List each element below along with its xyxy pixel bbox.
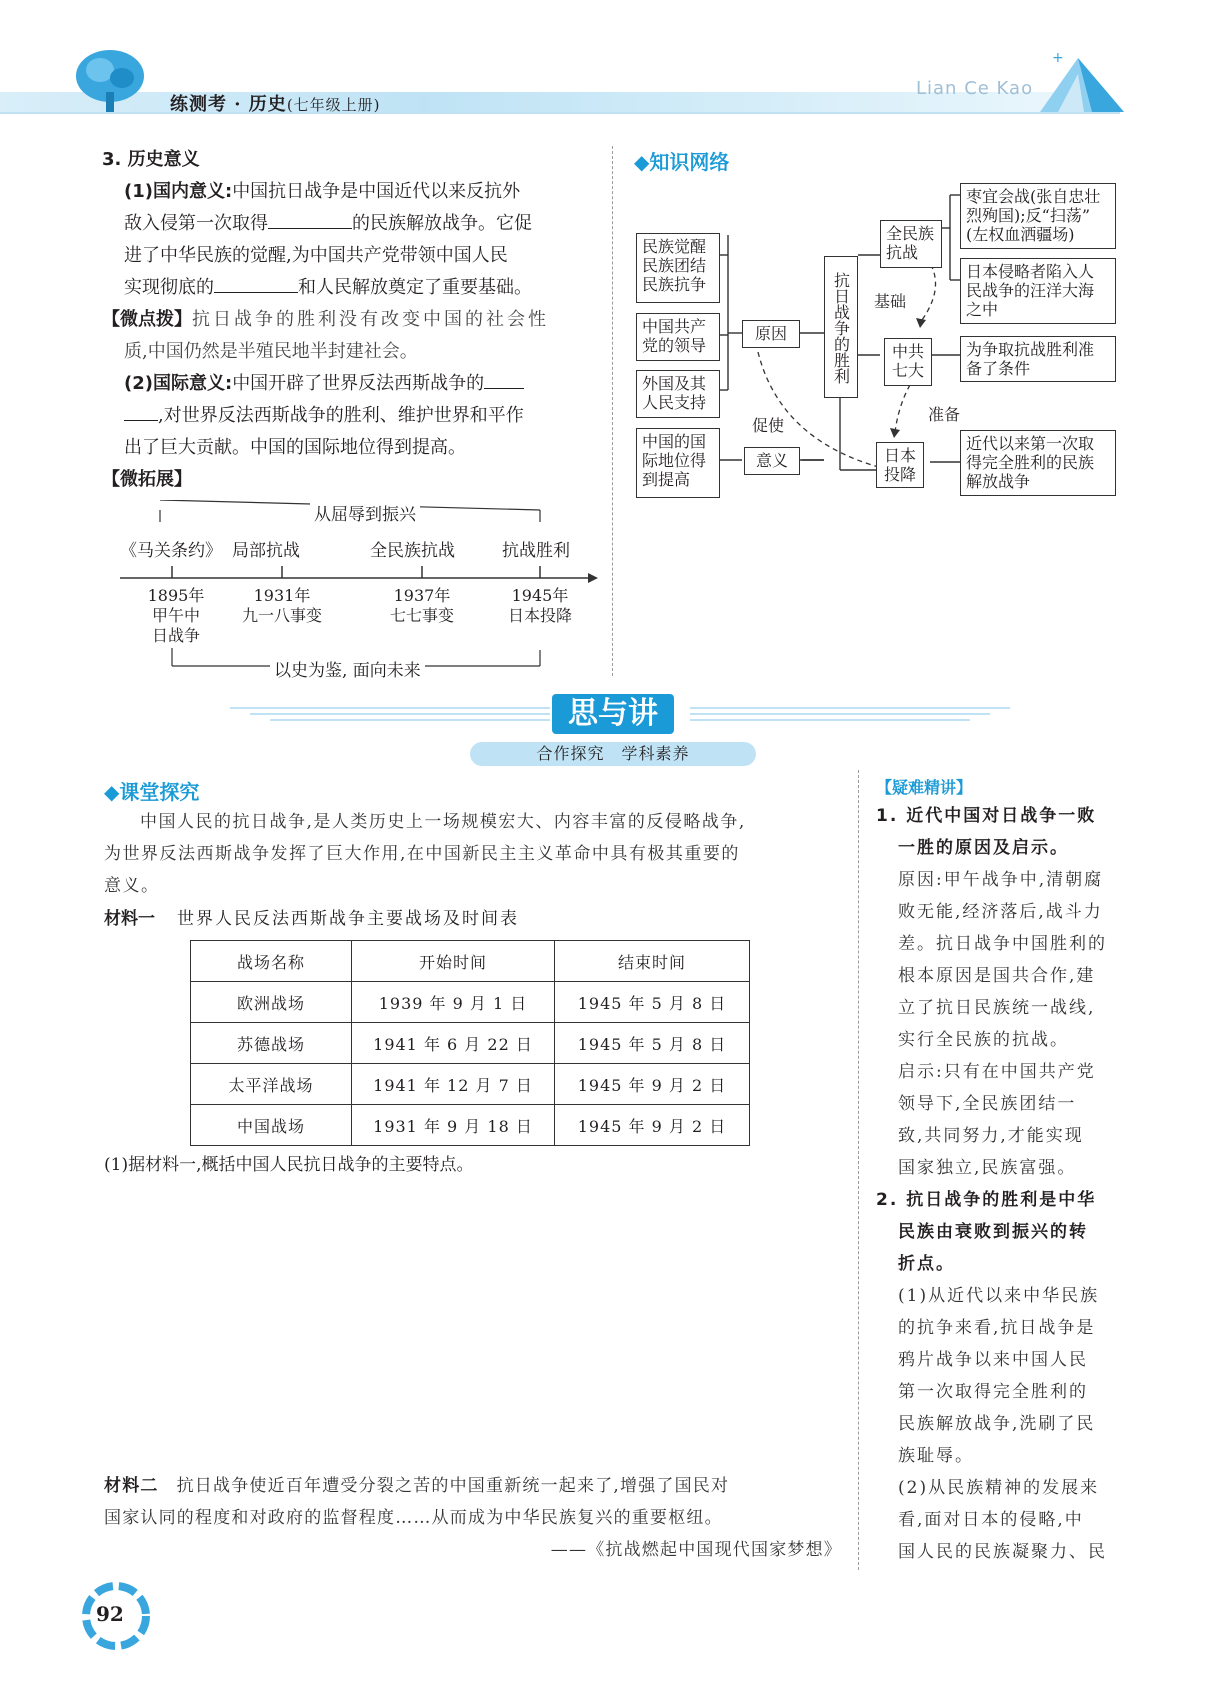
sidebar-line: 国人民的民族凝聚力、民 <box>898 1542 1107 1562</box>
timeline-event: 1931年 九一八事变 <box>241 586 322 625</box>
page-number: 92 <box>96 1602 124 1626</box>
sidebar-line: 第一次取得完全胜利的 <box>898 1382 1088 1402</box>
ccp7-box: 中共 七大 <box>884 338 932 386</box>
question-1: (1)据材料一,概括中国人民抗日战争的主要特点。 <box>104 1155 474 1175</box>
cause-box-foreign: 外国及其 人民支持 <box>636 370 720 418</box>
explore-heading: ◆课堂探究 <box>104 780 200 804</box>
sidebar-line: (1)从近代以来中华民族 <box>898 1286 1100 1306</box>
sidebar-line: 原因:甲午战争中,清朝腐 <box>898 870 1104 890</box>
phase-label: 局部抗战 <box>232 541 300 561</box>
sidebar-heading: 【疑难精讲】 <box>876 778 973 797</box>
sidebar-line: 根本原因是国共合作,建 <box>898 966 1096 986</box>
cushi-label: 促使 <box>752 416 785 435</box>
banner-title: 思与讲 <box>552 694 674 734</box>
sidebar-line: 族耻辱。 <box>898 1446 974 1466</box>
jichu-label: 基础 <box>874 292 907 311</box>
tip-note: 【微点拨】抗日战争的胜利没有改变中国的社会性 <box>102 309 549 330</box>
sidebar-line: 立了抗日民族统一战线, <box>898 998 1096 1018</box>
reason-box: 原因 <box>742 320 800 348</box>
cause-box-ccp: 中国共产 党的领导 <box>636 313 720 361</box>
table-header-row: 战场名称 开始时间 结束时间 <box>191 941 750 982</box>
sidebar-line: 致,共同努力,才能实现 <box>898 1126 1084 1146</box>
sidebar-item-1-body <box>876 864 1126 1184</box>
material-two: 材料二 抗日战争使近百年遭受分裂之苦的中国重新统一起来了,增强了国民对 国家认同的程度和对政府的监督程度……从而成为中华民族复兴的重要枢纽。 ——《抗战燃起中国现代国家梦想》 <box>104 1476 842 1560</box>
table-row: 欧洲战场 1939 年 9 月 1 日 1945 年 5 月 8 日 <box>191 982 750 1023</box>
table-row: 苏德战场 1941 年 6 月 22 日 1945 年 5 月 8 日 <box>191 1023 750 1064</box>
phase-label: 《马关条约》 <box>120 541 222 561</box>
domestic-significance: (1)国内意义:中国抗日战争是中国近代以来反抗外 <box>124 181 521 202</box>
zaoyi-box: 枣宜会战(张自忠壮 烈殉国);反“扫荡” (左权血洒疆场) <box>960 183 1116 249</box>
sidebar-line: 差。抗日战争中国胜利的 <box>898 934 1107 954</box>
column-divider <box>612 146 613 676</box>
table-row: 太平洋战场 1941 年 12 月 7 日 1945 年 9 月 2 日 <box>191 1064 750 1105</box>
nation-war-box: 全民族 抗战 <box>880 220 942 268</box>
sidebar: 【疑难精讲】 1. 近代中国对日战争一败 一胜的原因及启示。 原因:甲午战争中,清朝腐 败无能,经济落后,战斗力 差。抗日战争中国胜利的 根本原因是国共合作,建 立了抗日民族统一战线, 实行全民族的抗战。 启示:只有在中国共产党 领导下,全民族团结一 致,共同努力,才能实现 国家独立,民族富强。 2. 抗日战争的胜利是中华 民族由衰败到振兴的转 折点。 (1)从近代以来中华民族 的抗争来看,抗日战争是 鸦片战争以来中国人民 第一次取得完全胜利的 民族解放战争,洗刷了民 族耻辱。 (2)从民族精神的发展来 看,面对日本的侵略,中 国人民的民族凝聚力、民 <box>876 776 1126 1568</box>
header-band <box>0 92 1060 112</box>
banner-subtitle: 合作探究 学科素养 <box>470 742 756 766</box>
section-heading: 3. 历史意义 <box>102 149 200 170</box>
header-line <box>0 112 1120 114</box>
japan-invade-box: 日本侵略者陷入人 民战争的汪洋大海 之中 <box>960 258 1116 324</box>
sidebar-line: 的抗争来看,抗日战争是 <box>898 1318 1096 1338</box>
network-heading: ◆知识网络 <box>634 150 730 174</box>
prepare-box: 为争取抗战胜利准 备了条件 <box>960 336 1116 382</box>
sidebar-divider <box>858 770 859 1570</box>
history-significance: 3. 历史意义 (1)国内意义:中国抗日战争是中国近代以来反抗外 敌入侵第一次取得 的民族解放战争。它促 进了中华民族的觉醒,为中国共产党带领中国人民 实现彻底的 和人民解放奠定了重要基础。 【微点拨】抗日战争的胜利没有改变中国的社会性 质,中国仍然是半殖民地半封建社会。 (2)国际意义:中国开辟了世界反法西斯战争的 ,对世界反法西斯战争的胜利、维护世界和平作 出了巨大贡献。中国的国际地位得到提高。 【微拓展】 <box>102 146 602 496</box>
sidebar-line: 看,面对日本的侵略,中 <box>898 1510 1084 1530</box>
battlefield-table <box>190 940 750 1146</box>
sidebar-line: 实行全民族的抗战。 <box>898 1030 1069 1050</box>
zhunbei-label: 准备 <box>928 405 961 424</box>
first-win-box: 近代以来第一次取 得完全胜利的民族 解放战争 <box>960 430 1116 496</box>
sidebar-line: 鸦片战争以来中国人民 <box>898 1350 1088 1370</box>
timeline-top-label: 从屈辱到振兴 <box>310 500 420 525</box>
sidebar-line: 民族解放战争,洗刷了民 <box>898 1414 1096 1434</box>
sidebar-line: 败无能,经济落后,战斗力 <box>898 902 1103 922</box>
tent-logo-icon <box>1030 44 1126 114</box>
sidebar-line: 国家独立,民族富强。 <box>898 1158 1077 1178</box>
phase-label: 全民族抗战 <box>370 541 455 561</box>
international-significance: (2)国际意义:中国开辟了世界反法西斯战争的 <box>102 368 602 400</box>
status-box: 中国的国 际地位得 到提高 <box>636 428 720 498</box>
sidebar-line: 启示:只有在中国共产党 <box>898 1062 1096 1082</box>
brand-text: Lian Ce Kao <box>916 78 1034 99</box>
table-row: 中国战场 1931 年 9 月 18 日 1945 年 9 月 2 日 <box>191 1105 750 1146</box>
explore-intro: 中国人民的抗日战争,是人类历史上一场规模宏大、内容丰富的反侵略战争, 为世界反法西斯战争发挥了巨大作用,在中国新民主主义革命中具有极其重要的 意义。 <box>104 812 746 896</box>
svg-text:+: + <box>1052 50 1064 66</box>
answer-blank-3-cont[interactable] <box>124 402 158 421</box>
answer-blank-3[interactable] <box>484 370 524 389</box>
sidebar-line: (2)从民族精神的发展来 <box>898 1478 1100 1498</box>
surrender-box: 日本 投降 <box>876 442 924 488</box>
victory-center-box: 抗日战争的胜利 <box>824 256 858 398</box>
answer-area[interactable] <box>104 1268 840 1458</box>
timeline-bottom-label: 以史为鉴, 面向未来 <box>270 656 425 681</box>
sidebar-line: 领导下,全民族团结一 <box>898 1094 1077 1114</box>
timeline-event: 1945年 日本投降 <box>507 586 572 625</box>
header-title: 练测考 · 历史(七年级上册) <box>170 94 381 115</box>
phase-label: 抗战胜利 <box>502 541 570 561</box>
timeline-event: 1937年 七七事变 <box>389 586 454 625</box>
timeline <box>120 500 600 690</box>
material-one-title: 材料一 世界人民反法西斯战争主要战场及时间表 <box>104 909 519 929</box>
extension-label: 【微拓展】 <box>102 469 192 490</box>
answer-blank-2[interactable] <box>214 274 298 293</box>
cause-box-national: 民族觉醒 民族团结 民族抗争 <box>636 233 720 303</box>
tree-logo-icon <box>70 48 150 114</box>
meaning-box: 意义 <box>744 447 800 475</box>
sidebar-item-2-body <box>876 1280 1126 1568</box>
timeline-event: 1895年 甲午中 日战争 <box>147 586 205 645</box>
answer-blank-1[interactable] <box>268 210 352 229</box>
